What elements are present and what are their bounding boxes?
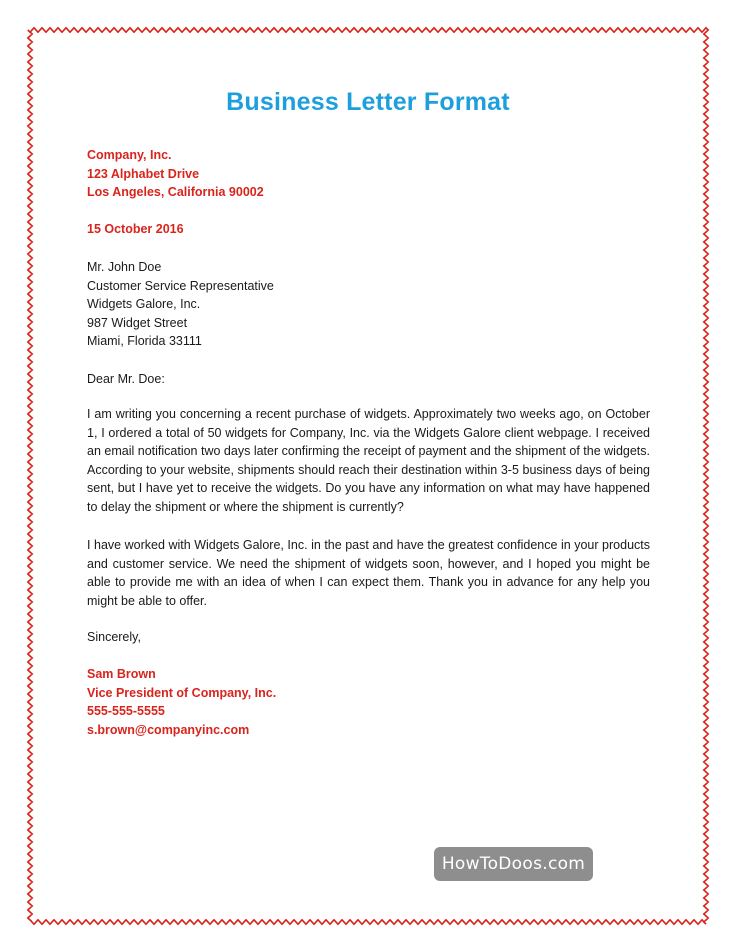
recipient-position: Customer Service Representative: [87, 278, 274, 293]
signature-phone: 555-555-5555: [87, 704, 165, 718]
recipient-street: 987 Widget Street: [87, 315, 188, 330]
signature-block: [87, 665, 650, 739]
salutation: Dear Mr. Doe:: [87, 372, 165, 386]
sender-company: Company, Inc.: [87, 148, 172, 162]
body-paragraph-1: I am writing you concerning a recent purchase of widgets. Approximately two weeks ago, on October 1, I ordered a total of 50 widgets for Company, Inc. via the Widgets Galore client webpage. I received an email notification two days later confirming the receipt of payment and the shipment of the widgets. According to your website, shipments should reach their destination within 3-5 business days of being sent, but I have yet to receive the widgets. Do you have any information on what may have happened to delay the shipment or where the shipment is currently?: [87, 407, 650, 514]
signature-email: s.brown@companyinc.com: [87, 722, 250, 737]
sender-street: 123 Alphabet Drive: [87, 166, 200, 181]
document-title: Business Letter Format: [226, 88, 510, 116]
recipient-company: Widgets Galore, Inc.: [87, 297, 201, 311]
sender-city: Los Angeles, California 90002: [87, 185, 264, 199]
signature-title: Vice President of Company, Inc.: [87, 685, 277, 700]
signature-name: Sam Brown: [87, 667, 156, 681]
body-paragraph-2: I have worked with Widgets Galore, Inc. in the past and have the greatest confidence in your products and customer service. We need the shipment of widgets soon, however, and I hoped you might be able to provide me with an idea of when I can expect them. Thank you in advance for any help you might be able to offer.: [87, 538, 650, 608]
sender-address: [87, 146, 650, 202]
closing: Sincerely,: [87, 630, 141, 644]
letter-date: 15 October 2016: [87, 222, 184, 236]
recipient-name: Mr. John Doe: [87, 260, 162, 274]
recipient-city: Miami, Florida 33111: [87, 334, 202, 348]
recipient-address: [87, 258, 650, 351]
watermark-badge: HowToDoos.com: [434, 847, 593, 881]
